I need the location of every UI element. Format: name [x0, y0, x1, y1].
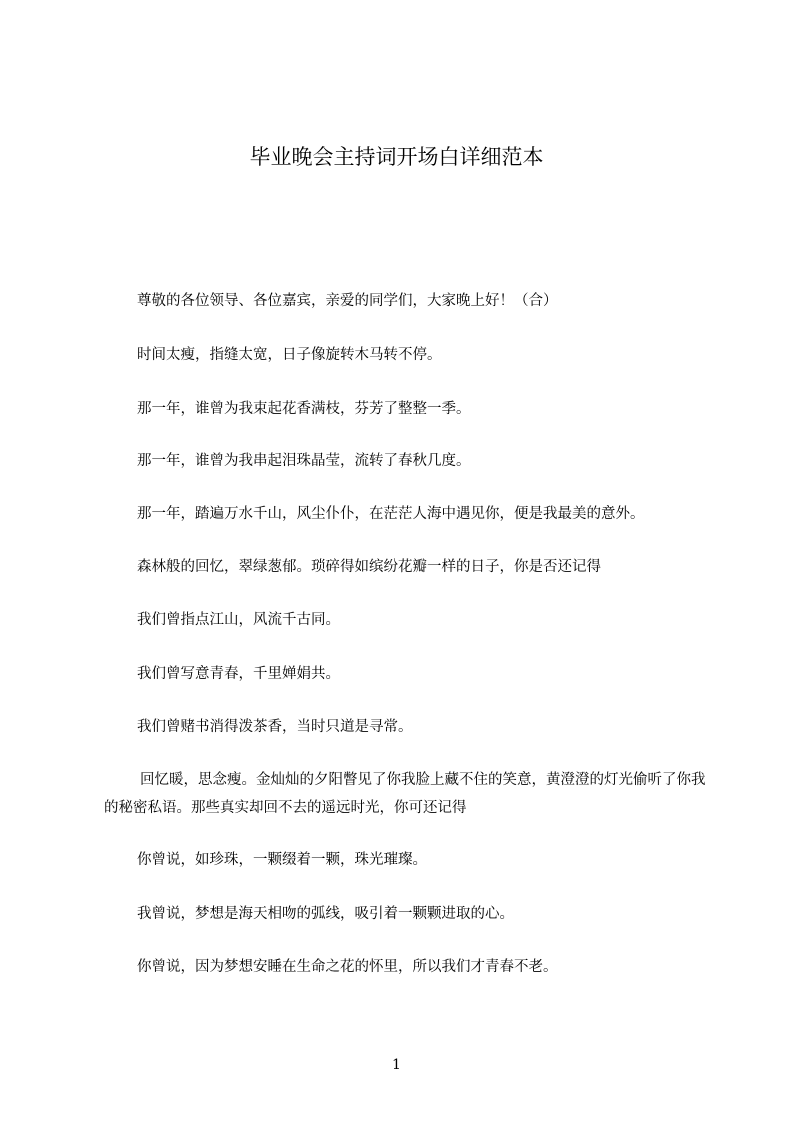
paragraph [104, 717, 704, 737]
paragraph [104, 957, 704, 977]
document-title: 毕业晚会主持词开场白详细范本 [249, 145, 544, 169]
paragraph-text: 我们曾指点江山，风流千古同。 [137, 612, 340, 628]
paragraph-text: 那一年，踏遍万水千山，风尘仆仆，在茫茫人海中遇见你，便是我最美的意外。 [137, 506, 645, 522]
paragraph-text: 那一年，谁曾为我串起泪珠晶莹，流转了春秋几度。 [137, 453, 471, 469]
paragraph [104, 664, 704, 684]
paragraph-text: 时间太瘦，指缝太宽，日子像旋转木马转不停。 [137, 347, 442, 363]
paragraph [104, 399, 704, 419]
paragraph [104, 345, 704, 365]
paragraph-text: 我曾说，梦想是海天相吻的弧线，吸引着一颗颗进取的心。 [137, 906, 514, 922]
paragraph-text: 我们曾赌书消得泼茶香，当时只道是寻常。 [137, 719, 413, 735]
paragraph-text: 回忆暖，思念瘦。金灿灿的夕阳瞥见了你我脸上藏不住的笑意，黄澄澄的灯光偷听了你我的秘密私语。那些真实却回不去的遥远时光，你可还记得 [104, 772, 706, 816]
paragraph [104, 904, 704, 924]
paragraph-text: 你曾说，如珍珠，一颗缀着一颗，珠光璀璨。 [137, 852, 427, 868]
paragraph-text: 我们曾写意青春，千里婵娟共。 [137, 666, 340, 682]
paragraph [104, 557, 704, 577]
paragraph-multiline [104, 766, 714, 822]
page-number: 1 [392, 1057, 401, 1073]
paragraph-text: 尊敬的各位领导、各位嘉宾，亲爱的同学们，大家晚上好！（合） [137, 293, 558, 309]
paragraph [104, 504, 704, 524]
paragraph-text: 你曾说，因为梦想安睡在生命之花的怀里，所以我们才青春不老。 [137, 959, 558, 975]
paragraph-text: 那一年，谁曾为我束起花香满枝，芬芳了整整一季。 [137, 401, 471, 417]
paragraph-text: 森林般的回忆，翠绿葱郁。琐碎得如缤纷花瓣一样的日子，你是否还记得 [137, 559, 601, 575]
paragraph [104, 451, 704, 471]
paragraph [104, 850, 704, 870]
paragraph [104, 610, 704, 630]
paragraph-greeting [104, 291, 704, 311]
